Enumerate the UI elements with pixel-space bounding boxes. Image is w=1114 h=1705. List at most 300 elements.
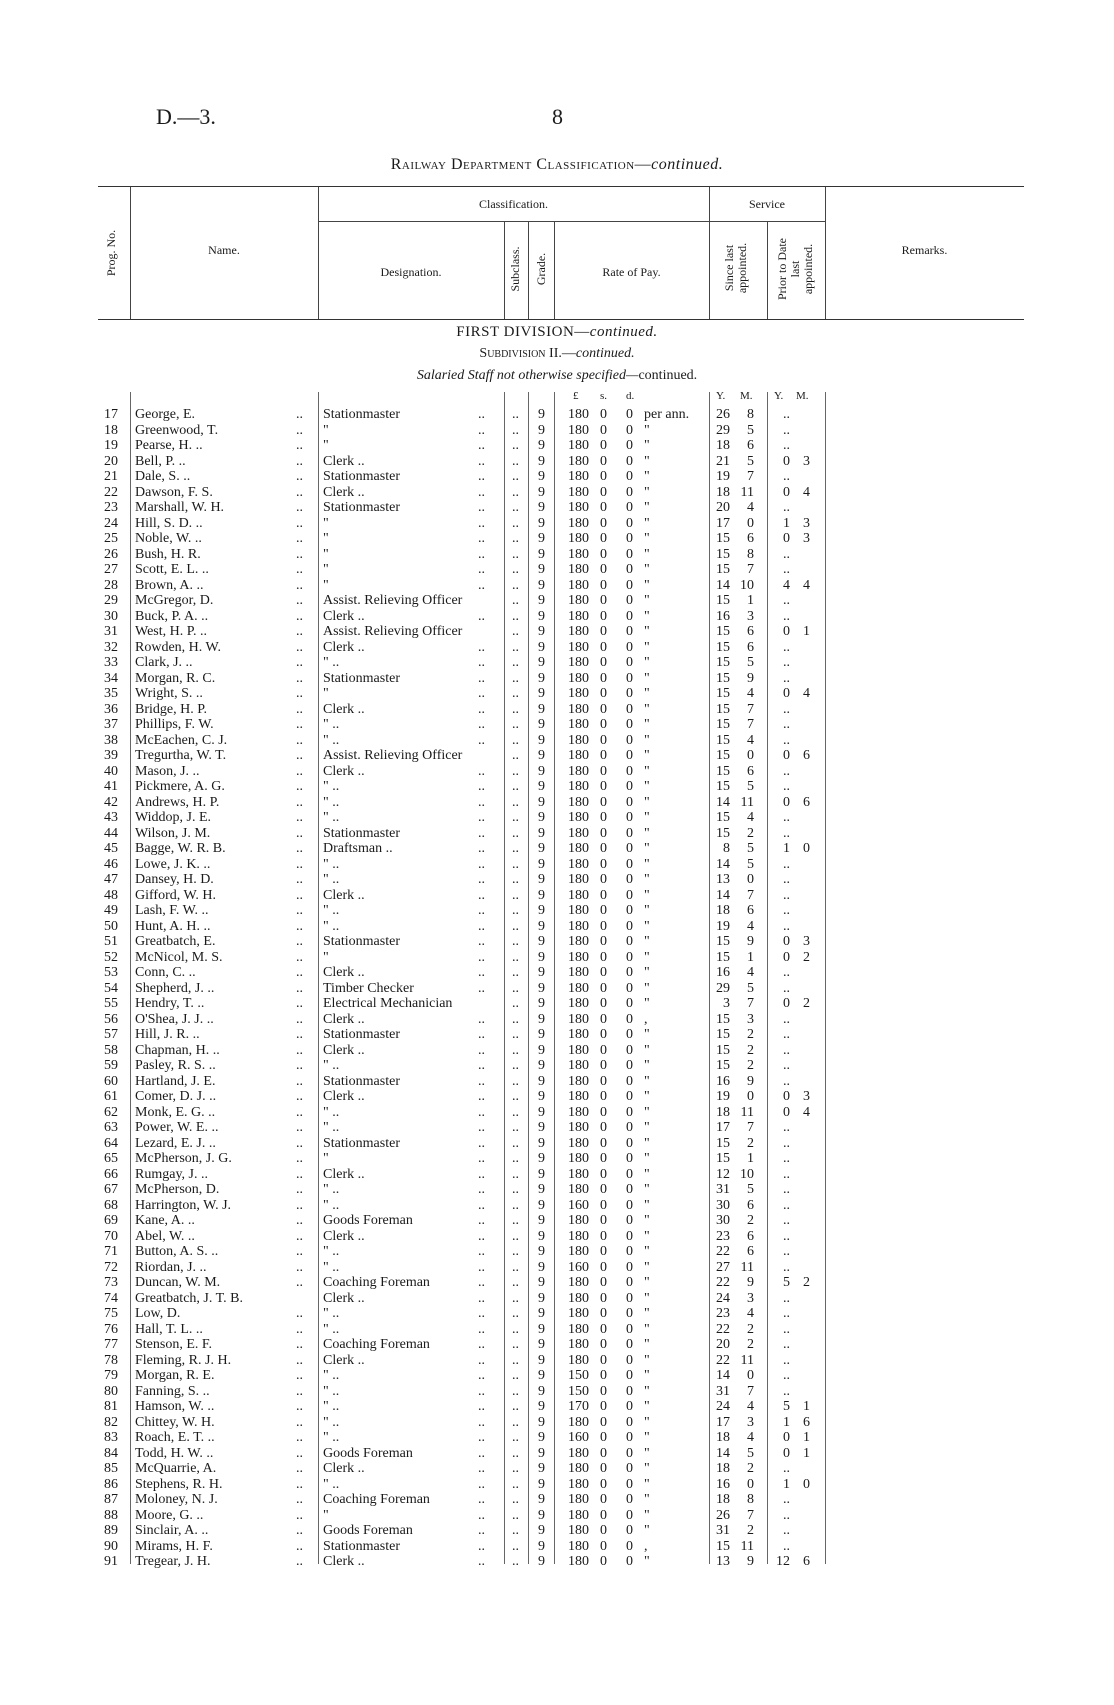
prior-years: .. bbox=[783, 701, 790, 717]
pay-period: " bbox=[644, 717, 650, 732]
table-row bbox=[0, 717, 1114, 733]
grade: 9 bbox=[538, 639, 545, 655]
service-months: 5 bbox=[747, 1445, 754, 1461]
grade: 9 bbox=[538, 1430, 545, 1445]
service-months: 5 bbox=[747, 655, 754, 670]
grade: 9 bbox=[538, 903, 545, 918]
leader-dots: .. bbox=[296, 1476, 303, 1492]
leader-dots: .. bbox=[296, 670, 303, 686]
pay-pence: 0 bbox=[626, 1042, 633, 1058]
staff-name: Stephens, R. H. bbox=[135, 1476, 223, 1492]
service-months: 7 bbox=[747, 1507, 754, 1523]
staff-name: Fanning, S. .. bbox=[135, 1383, 210, 1399]
pay-pounds: 180 bbox=[568, 1352, 589, 1368]
service-months: 5 bbox=[747, 980, 754, 996]
prior-months: 1 bbox=[803, 1445, 810, 1461]
pay-pounds: 180 bbox=[568, 1213, 589, 1228]
pay-pounds: 180 bbox=[568, 469, 589, 484]
leader-dots: .. bbox=[478, 965, 485, 980]
pay-shillings: 0 bbox=[600, 515, 607, 531]
leader-dots: .. bbox=[296, 794, 303, 810]
service-years: 15 bbox=[716, 562, 730, 577]
table-row bbox=[0, 624, 1114, 640]
leader-dots: .. bbox=[296, 1306, 303, 1321]
leader-dots: .. bbox=[296, 1228, 303, 1244]
leader-dots: .. bbox=[512, 996, 519, 1011]
staff-name: Bridge, H. P. bbox=[135, 701, 207, 717]
pay-pounds: 180 bbox=[568, 686, 589, 701]
prog-no: 35 bbox=[104, 686, 118, 701]
pay-pence: 0 bbox=[626, 469, 633, 484]
leader-dots: .. bbox=[512, 872, 519, 887]
leader-dots: .. bbox=[512, 825, 519, 841]
pay-pounds: 150 bbox=[568, 1383, 589, 1399]
leader-dots: .. bbox=[296, 1368, 303, 1383]
grade: 9 bbox=[538, 949, 545, 965]
prior-years: .. bbox=[783, 810, 790, 825]
pay-shillings: 0 bbox=[600, 1135, 607, 1151]
pay-pounds: 180 bbox=[568, 1120, 589, 1135]
grade: 9 bbox=[538, 593, 545, 608]
leader-dots: .. bbox=[296, 1523, 303, 1538]
col-classification: Classification. bbox=[479, 197, 548, 211]
pay-pence: 0 bbox=[626, 624, 633, 639]
pay-pence: 0 bbox=[626, 1368, 633, 1383]
pay-pounds: 180 bbox=[568, 965, 589, 980]
grade: 9 bbox=[538, 1120, 545, 1135]
pay-pounds: 180 bbox=[568, 934, 589, 949]
table-row bbox=[0, 764, 1114, 780]
service-years: 16 bbox=[716, 1476, 730, 1492]
prog-no: 60 bbox=[104, 1073, 118, 1089]
designation: " bbox=[323, 515, 329, 531]
pay-pence: 0 bbox=[626, 763, 633, 779]
staff-name: Mason, J. .. bbox=[135, 763, 200, 779]
service-months: 0 bbox=[747, 872, 754, 887]
service-years: 27 bbox=[716, 1259, 730, 1275]
service-years: 26 bbox=[716, 407, 730, 422]
designation: Goods Foreman bbox=[323, 1445, 413, 1461]
since-line-1: Since last bbox=[722, 244, 736, 292]
grade: 9 bbox=[538, 484, 545, 500]
prior-years: .. bbox=[783, 1182, 790, 1197]
pay-period: " bbox=[644, 1073, 650, 1089]
leader-dots: .. bbox=[478, 1476, 485, 1492]
pay-pence: 0 bbox=[626, 918, 633, 934]
service-months: 5 bbox=[747, 422, 754, 438]
service-months: 9 bbox=[747, 1554, 754, 1569]
leader-dots: .. bbox=[296, 949, 303, 965]
grade: 9 bbox=[538, 918, 545, 934]
service-years: 23 bbox=[716, 1228, 730, 1244]
prog-no: 63 bbox=[104, 1120, 118, 1135]
pay-shillings: 0 bbox=[600, 1430, 607, 1445]
col-remarks: Remarks. bbox=[901, 243, 948, 257]
leader-dots: .. bbox=[512, 1523, 519, 1538]
service-years: 29 bbox=[716, 980, 730, 996]
prior-months: 6 bbox=[803, 1414, 810, 1430]
table-row bbox=[0, 1384, 1114, 1400]
table-row bbox=[0, 1291, 1114, 1307]
pay-pounds: 180 bbox=[568, 1058, 589, 1073]
pay-period: " bbox=[644, 608, 650, 624]
service-years: 22 bbox=[716, 1352, 730, 1368]
pay-period: " bbox=[644, 903, 650, 918]
leader-dots: .. bbox=[512, 1445, 519, 1461]
leader-dots: .. bbox=[478, 903, 485, 918]
table-row bbox=[0, 841, 1114, 857]
leader-dots: .. bbox=[512, 1027, 519, 1042]
leader-dots: .. bbox=[296, 422, 303, 438]
pay-pounds: 180 bbox=[568, 655, 589, 670]
pay-shillings: 0 bbox=[600, 1011, 607, 1027]
prior-line-3: appointed. bbox=[801, 243, 815, 295]
designation: " .. bbox=[323, 1120, 340, 1135]
service-months: 5 bbox=[747, 841, 754, 856]
pay-period: " bbox=[644, 670, 650, 686]
prior-years: 0 bbox=[783, 1430, 790, 1445]
leader-dots: .. bbox=[296, 732, 303, 748]
pay-pence: 0 bbox=[626, 1507, 633, 1523]
prog-no: 45 bbox=[104, 841, 118, 856]
grade: 9 bbox=[538, 1290, 545, 1306]
pay-pounds: 180 bbox=[568, 717, 589, 732]
service-months: 9 bbox=[747, 934, 754, 949]
unit-months-since: M. bbox=[740, 390, 753, 402]
prior-years: .. bbox=[783, 1011, 790, 1027]
leader-dots: .. bbox=[478, 1383, 485, 1399]
pay-pence: 0 bbox=[626, 500, 633, 515]
pay-pence: 0 bbox=[626, 717, 633, 732]
prog-no: 80 bbox=[104, 1383, 118, 1399]
prior-years: .. bbox=[783, 980, 790, 996]
leader-dots: .. bbox=[512, 1368, 519, 1383]
prior-months: 6 bbox=[803, 748, 810, 763]
pay-shillings: 0 bbox=[600, 779, 607, 794]
service-years: 14 bbox=[716, 1368, 730, 1383]
col-since-last bbox=[723, 228, 753, 308]
prior-years: .. bbox=[783, 918, 790, 934]
pay-shillings: 0 bbox=[600, 624, 607, 639]
staff-name: Dansey, H. D. bbox=[135, 872, 214, 887]
service-years: 12 bbox=[716, 1166, 730, 1182]
service-years: 15 bbox=[716, 763, 730, 779]
service-years: 31 bbox=[716, 1383, 730, 1399]
service-years: 15 bbox=[716, 624, 730, 639]
pay-pence: 0 bbox=[626, 1073, 633, 1089]
table-row bbox=[0, 1430, 1114, 1446]
leader-dots: .. bbox=[478, 438, 485, 453]
prog-no: 86 bbox=[104, 1476, 118, 1492]
prior-years: .. bbox=[783, 1290, 790, 1306]
designation: " .. bbox=[323, 856, 340, 872]
service-years: 24 bbox=[716, 1290, 730, 1306]
service-years: 15 bbox=[716, 825, 730, 841]
leader-dots: .. bbox=[296, 1492, 303, 1507]
pay-shillings: 0 bbox=[600, 1445, 607, 1461]
leader-dots: .. bbox=[512, 918, 519, 934]
prior-years: 1 bbox=[783, 1476, 790, 1492]
table-row bbox=[0, 454, 1114, 470]
leader-dots: .. bbox=[478, 1523, 485, 1538]
pay-shillings: 0 bbox=[600, 1306, 607, 1321]
leader-dots: .. bbox=[512, 1507, 519, 1523]
prior-years: 0 bbox=[783, 1104, 790, 1120]
service-months: 1 bbox=[747, 949, 754, 965]
prior-years: .. bbox=[783, 1368, 790, 1383]
service-months: 2 bbox=[747, 1042, 754, 1058]
pay-pence: 0 bbox=[626, 872, 633, 887]
staff-name: McNicol, M. S. bbox=[135, 949, 223, 965]
rule bbox=[767, 221, 768, 319]
leader-dots: .. bbox=[296, 608, 303, 624]
prog-no: 23 bbox=[104, 500, 118, 515]
leader-dots: .. bbox=[512, 608, 519, 624]
prior-years: .. bbox=[783, 1383, 790, 1399]
grade: 9 bbox=[538, 1306, 545, 1321]
pay-period: " bbox=[644, 1321, 650, 1337]
service-months: 11 bbox=[740, 1538, 754, 1554]
leader-dots: .. bbox=[296, 1275, 303, 1290]
pay-period: " bbox=[644, 484, 650, 500]
prior-years: .. bbox=[783, 903, 790, 918]
pay-pounds: 180 bbox=[568, 1321, 589, 1337]
designation: " .. bbox=[323, 1058, 340, 1073]
prior-years: 0 bbox=[783, 484, 790, 500]
leader-dots: .. bbox=[512, 1244, 519, 1259]
designation: Clerk .. bbox=[323, 763, 365, 779]
service-years: 20 bbox=[716, 1337, 730, 1352]
staff-name: Pasley, R. S. .. bbox=[135, 1058, 216, 1073]
pay-pounds: 180 bbox=[568, 1027, 589, 1042]
staff-name: Greenwood, T. bbox=[135, 422, 219, 438]
staff-name: Mirams, H. F. bbox=[135, 1538, 213, 1554]
designation: Stationmaster bbox=[323, 934, 400, 949]
prior-years: .. bbox=[783, 1073, 790, 1089]
leader-dots: .. bbox=[296, 1151, 303, 1166]
service-years: 22 bbox=[716, 1244, 730, 1259]
pay-period: " bbox=[644, 1368, 650, 1383]
pay-pence: 0 bbox=[626, 748, 633, 763]
table-row bbox=[0, 407, 1114, 423]
prog-no: 53 bbox=[104, 965, 118, 980]
designation: Clerk .. bbox=[323, 1352, 365, 1368]
designation: Coaching Foreman bbox=[323, 1492, 430, 1507]
leader-dots: .. bbox=[296, 965, 303, 980]
leader-dots: .. bbox=[478, 1073, 485, 1089]
service-years: 15 bbox=[716, 639, 730, 655]
designation: " bbox=[323, 949, 329, 965]
table-row bbox=[0, 1523, 1114, 1539]
service-months: 3 bbox=[747, 1011, 754, 1027]
service-years: 15 bbox=[716, 655, 730, 670]
prior-years: 5 bbox=[783, 1275, 790, 1290]
prior-years: .. bbox=[783, 825, 790, 841]
pay-pence: 0 bbox=[626, 1414, 633, 1430]
prog-no: 28 bbox=[104, 577, 118, 593]
leader-dots: .. bbox=[512, 1337, 519, 1352]
grade: 9 bbox=[538, 1259, 545, 1275]
prior-years: .. bbox=[783, 655, 790, 670]
leader-dots: .. bbox=[478, 515, 485, 531]
leader-dots: .. bbox=[478, 1368, 485, 1383]
table-row bbox=[0, 578, 1114, 594]
prior-years: .. bbox=[783, 1321, 790, 1337]
pay-period: " bbox=[644, 934, 650, 949]
table-row bbox=[0, 640, 1114, 656]
service-years: 15 bbox=[716, 1538, 730, 1554]
leader-dots: .. bbox=[512, 794, 519, 810]
service-months: 3 bbox=[747, 1290, 754, 1306]
pay-period: " bbox=[644, 1306, 650, 1321]
prog-no: 64 bbox=[104, 1135, 118, 1151]
pay-pence: 0 bbox=[626, 515, 633, 531]
service-months: 2 bbox=[747, 1461, 754, 1476]
table-row bbox=[0, 609, 1114, 625]
prior-months: 4 bbox=[803, 577, 810, 593]
leader-dots: .. bbox=[296, 1197, 303, 1213]
table-row bbox=[0, 531, 1114, 547]
pay-period: " bbox=[644, 794, 650, 810]
leader-dots: .. bbox=[296, 1042, 303, 1058]
table-row bbox=[0, 1198, 1114, 1214]
pay-period: " bbox=[644, 1383, 650, 1399]
table-row bbox=[0, 485, 1114, 501]
pay-pounds: 180 bbox=[568, 422, 589, 438]
leader-dots: .. bbox=[512, 1104, 519, 1120]
pay-pence: 0 bbox=[626, 1151, 633, 1166]
prior-years: .. bbox=[783, 856, 790, 872]
grade: 9 bbox=[538, 438, 545, 453]
pay-pence: 0 bbox=[626, 531, 633, 546]
pay-period: " bbox=[644, 1259, 650, 1275]
prog-no: 68 bbox=[104, 1197, 118, 1213]
staff-cont: continued. bbox=[638, 368, 698, 383]
pay-pence: 0 bbox=[626, 980, 633, 996]
service-months: 10 bbox=[740, 1166, 754, 1182]
table-row bbox=[0, 1136, 1114, 1152]
grade: 9 bbox=[538, 686, 545, 701]
pay-shillings: 0 bbox=[600, 872, 607, 887]
designation: " .. bbox=[323, 872, 340, 887]
pay-pounds: 180 bbox=[568, 515, 589, 531]
leader-dots: .. bbox=[512, 1538, 519, 1554]
leader-dots: .. bbox=[512, 655, 519, 670]
designation: " .. bbox=[323, 810, 340, 825]
designation: Assist. Relieving Officer bbox=[323, 748, 463, 763]
page-number: 8 bbox=[552, 104, 563, 129]
table-row bbox=[0, 779, 1114, 795]
leader-dots: .. bbox=[478, 1027, 485, 1042]
pay-pence: 0 bbox=[626, 996, 633, 1011]
designation: " .. bbox=[323, 1182, 340, 1197]
leader-dots: .. bbox=[512, 1290, 519, 1306]
staff-name: Pearse, H. .. bbox=[135, 438, 203, 453]
pay-period: " bbox=[644, 1213, 650, 1228]
staff-name: Conn, C. .. bbox=[135, 965, 196, 980]
leader-dots: .. bbox=[512, 639, 519, 655]
table-row bbox=[0, 562, 1114, 578]
service-years: 15 bbox=[716, 1027, 730, 1042]
staff-name: Greatbatch, J. T. B. bbox=[135, 1290, 243, 1306]
service-years: 18 bbox=[716, 1430, 730, 1445]
pay-shillings: 0 bbox=[600, 1399, 607, 1414]
service-months: 2 bbox=[747, 1135, 754, 1151]
designation: " bbox=[323, 1151, 329, 1166]
staff-name: Hendry, T. .. bbox=[135, 996, 205, 1011]
pay-shillings: 0 bbox=[600, 1461, 607, 1476]
prior-months: 2 bbox=[803, 996, 810, 1011]
service-months: 11 bbox=[740, 1104, 754, 1120]
pay-pounds: 160 bbox=[568, 1259, 589, 1275]
table-row bbox=[0, 1492, 1114, 1508]
pay-shillings: 0 bbox=[600, 438, 607, 453]
staff-name: Marshall, W. H. bbox=[135, 500, 225, 515]
designation: Stationmaster bbox=[323, 1027, 400, 1042]
grade: 9 bbox=[538, 1011, 545, 1027]
leader-dots: .. bbox=[296, 577, 303, 593]
leader-dots: .. bbox=[296, 1073, 303, 1089]
leader-dots: .. bbox=[478, 1399, 485, 1414]
prog-no: 58 bbox=[104, 1042, 118, 1058]
service-years: 15 bbox=[716, 1135, 730, 1151]
grade: 9 bbox=[538, 748, 545, 763]
table-row bbox=[0, 733, 1114, 749]
leader-dots: .. bbox=[296, 1011, 303, 1027]
pay-shillings: 0 bbox=[600, 949, 607, 965]
leader-dots: .. bbox=[478, 1337, 485, 1352]
service-years: 19 bbox=[716, 918, 730, 934]
service-months: 8 bbox=[747, 1492, 754, 1507]
leader-dots: .. bbox=[478, 407, 485, 422]
service-months: 2 bbox=[747, 1058, 754, 1073]
prior-years: .. bbox=[783, 1337, 790, 1352]
staff-name: West, H. P. .. bbox=[135, 624, 207, 639]
service-years: 29 bbox=[716, 422, 730, 438]
pay-period: " bbox=[644, 918, 650, 934]
leader-dots: .. bbox=[512, 1073, 519, 1089]
designation: " bbox=[323, 531, 329, 546]
grade: 9 bbox=[538, 1321, 545, 1337]
service-months: 7 bbox=[747, 469, 754, 484]
service-months: 3 bbox=[747, 608, 754, 624]
pay-pounds: 180 bbox=[568, 608, 589, 624]
pay-pence: 0 bbox=[626, 1213, 633, 1228]
pay-shillings: 0 bbox=[600, 1507, 607, 1523]
service-years: 13 bbox=[716, 872, 730, 887]
service-months: 2 bbox=[747, 1523, 754, 1538]
col-designation: Designation. bbox=[380, 265, 442, 279]
leader-dots: .. bbox=[296, 1027, 303, 1042]
pay-pence: 0 bbox=[626, 593, 633, 608]
pay-shillings: 0 bbox=[600, 1554, 607, 1569]
leader-dots: .. bbox=[296, 1104, 303, 1120]
leader-dots: .. bbox=[512, 701, 519, 717]
grade: 9 bbox=[538, 422, 545, 438]
staff-name: Todd, H. W. .. bbox=[135, 1445, 214, 1461]
since-line-2: appointed. bbox=[735, 242, 749, 294]
pay-period: " bbox=[644, 1476, 650, 1492]
leader-dots: .. bbox=[478, 500, 485, 515]
prog-no: 25 bbox=[104, 531, 118, 546]
pay-period: " bbox=[644, 531, 650, 546]
table-row bbox=[0, 686, 1114, 702]
pay-period: " bbox=[644, 500, 650, 515]
prior-years: .. bbox=[783, 1120, 790, 1135]
service-months: 4 bbox=[747, 1306, 754, 1321]
grade: 9 bbox=[538, 1554, 545, 1569]
service-years: 15 bbox=[716, 748, 730, 763]
